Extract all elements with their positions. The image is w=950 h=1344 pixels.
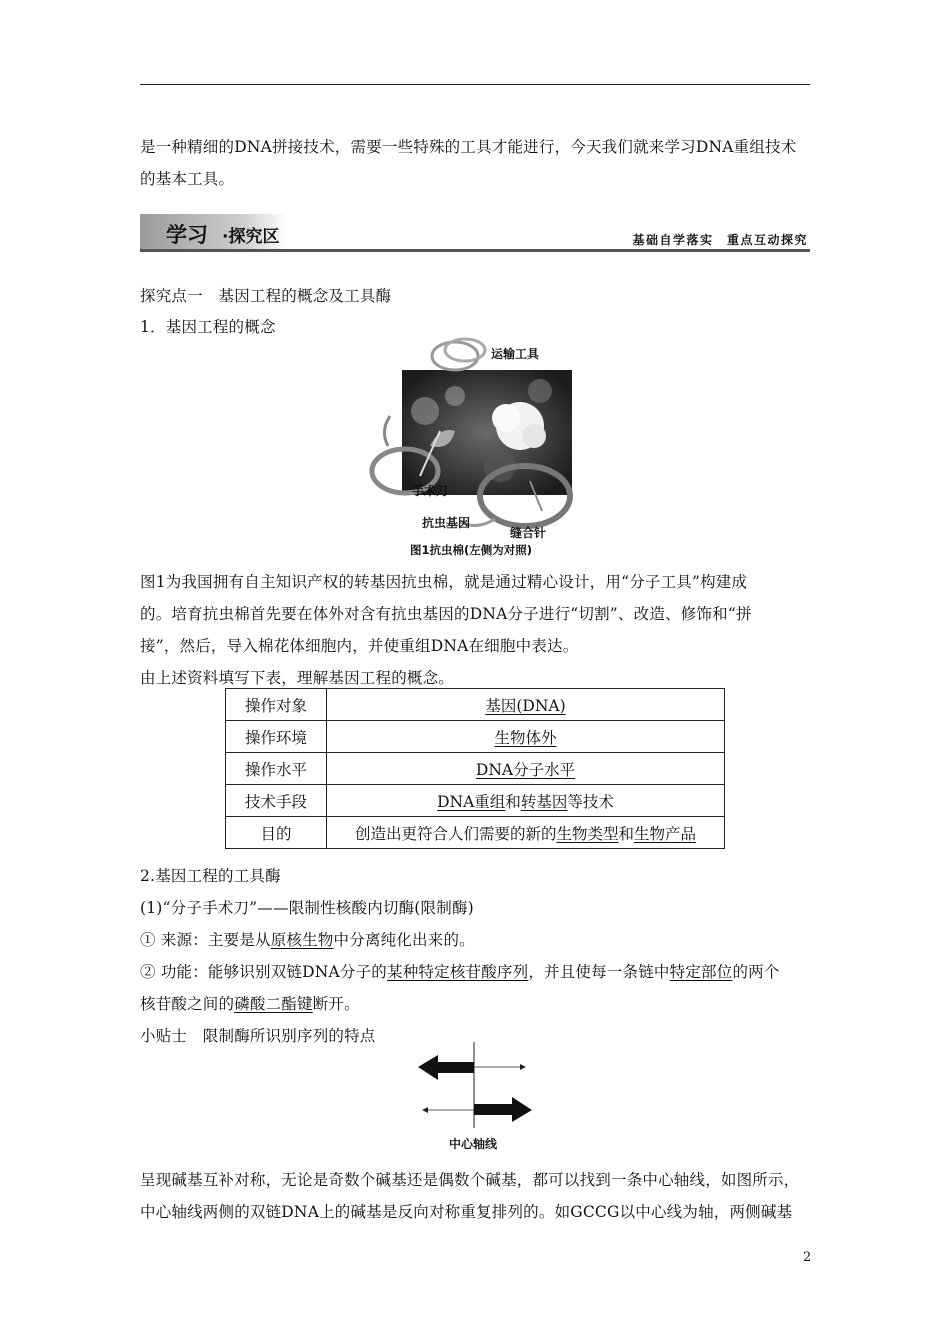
item-function-cont (140, 988, 360, 1020)
figure-caption: 图1抗虫棉(左侧为对照) (410, 543, 533, 557)
label-needle: 缝合针 (510, 526, 547, 540)
function-answer-2: 特定部位 (669, 963, 733, 981)
table-row (226, 785, 725, 817)
desc-line-4: 由上述资料填写下表，理解基因工程的概念。 (140, 669, 455, 687)
subheading-concept: 1．基因工程的概念 (140, 318, 276, 336)
table-value (327, 753, 725, 785)
desc-line-2: 的。培育抗虫棉首先要在体外对含有抗虫基因的DNA分子进行“切割”、改造、修饰和“拼 (140, 605, 752, 623)
page-number: 2 (803, 1250, 812, 1265)
intro-line-1: 是一种精细的DNA拼接技术，需要一些特殊的工具才能进行，今天我们就来学习DNA重组技术 (140, 138, 797, 156)
table-key: 操作环境 (226, 721, 327, 753)
table-key: 目的 (226, 817, 327, 849)
item-function (140, 956, 780, 988)
table-value (327, 689, 725, 721)
value-prefix: 创造出更符合人们需要的新的 (354, 824, 557, 843)
value-tail: 等技术 (567, 792, 614, 811)
function-answer-3: 磷酸二酯键 (234, 995, 313, 1013)
value-text-a: 生物类型 (556, 824, 619, 843)
table-key: 操作对象 (226, 689, 327, 721)
desc-line-3: 接”，然后，导入棉花体细胞内，并使重组DNA在细胞中表达。 (140, 637, 579, 655)
plasmid-ring-1 (432, 342, 478, 370)
table-row (226, 721, 725, 753)
concept-table (225, 688, 725, 849)
closing-line-1: 呈现碱基互补对称，无论是奇数个碱基还是偶数个碱基，都可以找到一条中心轴线，如图所示， (140, 1171, 800, 1189)
section-heading: 探究点一 基因工程的概念及工具酶 (140, 287, 392, 305)
table-row (226, 753, 725, 785)
function-prefix: ② 功能：能够识别双链DNA分子的 (140, 963, 388, 981)
label-scalpel: 手术刀 (412, 484, 449, 498)
figure-cotton-graphic (360, 336, 600, 561)
header-rule (140, 84, 810, 85)
function-suffix: 的两个 (732, 963, 780, 981)
left-arrow-bold (418, 1055, 474, 1080)
table-row (226, 817, 725, 849)
label-gene: 抗虫基因 (422, 516, 471, 530)
table-key: 操作水平 (226, 753, 327, 785)
subheading-enzymes: 2.基因工程的工具酶 (140, 867, 281, 885)
desc-line-1: 图1为我国拥有自主知识产权的转基因抗虫棉，就是通过精心设计，用“分子工具”构建成 (140, 573, 748, 591)
value-text-b: 生物产品 (634, 824, 697, 843)
banner-title-rest: ·探究区 (222, 227, 280, 247)
function-cont-suffix: 断开。 (312, 995, 360, 1013)
table-row (226, 689, 725, 721)
section-banner (140, 214, 810, 252)
closing-line-2: 中心轴线两侧的双链DNA上的碱基是反向对称重复排列的。如GCCG以中心线为轴，两侧碱基 (140, 1203, 793, 1221)
arrow-left (384, 416, 390, 446)
table-value (327, 785, 725, 817)
value-connector: 和 (618, 824, 635, 843)
function-middle: ，并且使每一条链中 (528, 963, 670, 981)
tip-heading: 小贴士 限制酶所识别序列的特点 (140, 1027, 376, 1045)
function-cont-prefix: 核苷酸之间的 (140, 995, 235, 1013)
intro-line-2: 的基本工具。 (140, 170, 235, 188)
right-arrow-bold (474, 1097, 532, 1122)
banner-subtitle: 基础自学落实 重点互动探究 (632, 233, 808, 247)
axis-label: 中心轴线 (449, 1137, 498, 1151)
source-answer: 原核生物 (270, 931, 334, 949)
table-value (327, 817, 725, 849)
figure-cotton (360, 336, 600, 561)
left-thin-arrowhead (422, 1107, 428, 1113)
label-carrier: 运输工具 (491, 347, 540, 361)
function-answer-1: 某种特定核苷酸序列 (387, 963, 529, 981)
item-molecular-scalpel: (1)“分子手术刀”——限制性核酸内切酶(限制酶) (140, 899, 474, 917)
source-prefix: ① 来源：主要是从 (140, 931, 271, 949)
value-connector: 和 (505, 792, 521, 811)
right-thin-arrowhead (520, 1064, 526, 1070)
banner-rule (140, 249, 810, 252)
value-text: 生物体外 (494, 728, 557, 747)
value-text: DNA分子水平 (475, 760, 576, 779)
banner-title-bold: 学习 (166, 223, 208, 247)
value-text: 基因(DNA) (485, 696, 566, 715)
figure-axis (410, 1040, 540, 1155)
table-key: 技术手段 (226, 785, 327, 817)
value-text-b: 转基因 (520, 792, 568, 811)
table-value (327, 721, 725, 753)
item-source (140, 924, 475, 956)
source-suffix: 中分离纯化出来的。 (333, 931, 475, 949)
value-text-a: DNA重组 (437, 792, 506, 811)
